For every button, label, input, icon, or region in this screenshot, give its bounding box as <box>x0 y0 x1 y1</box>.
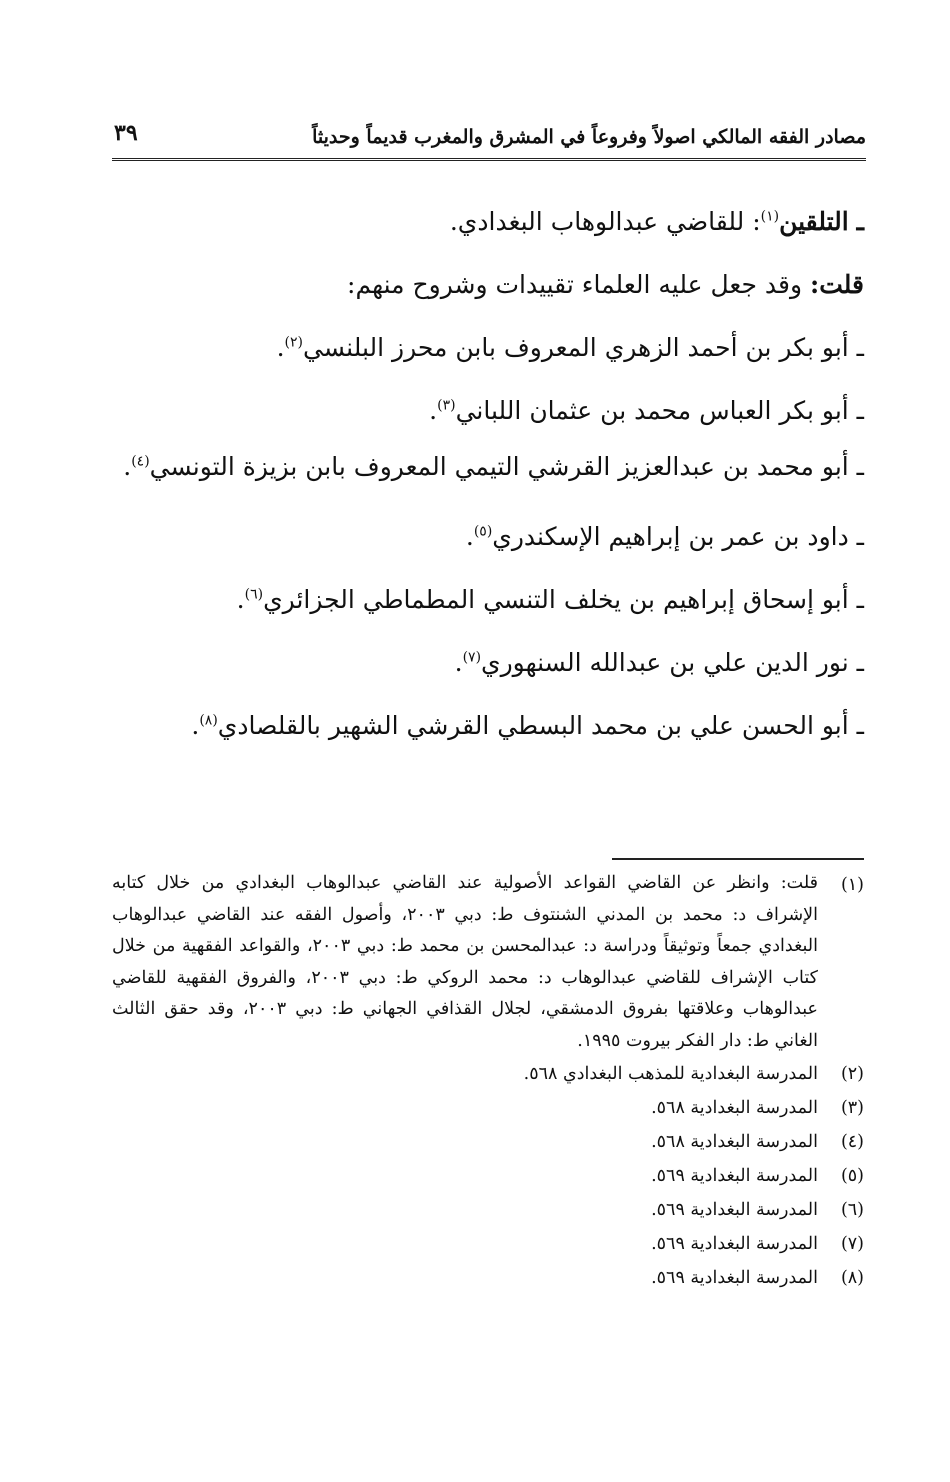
list-item-end: . <box>123 452 132 481</box>
footnote-number: (٦) <box>840 1200 864 1220</box>
footnote-ref: (٣) <box>437 397 456 414</box>
list-item <box>112 442 864 492</box>
list-item-text: ـ أبو الحسن علي بن محمد البسطي القرشي الشهير بالقلصادي <box>217 711 864 740</box>
bullet-dash: ـ <box>856 207 864 236</box>
footnote-ref: (٤) <box>131 453 150 470</box>
list-item <box>112 568 864 631</box>
footnote-number: (٥) <box>840 1166 864 1186</box>
running-header <box>112 118 866 161</box>
footnote-text: المدرسة البغدادية ٥٦٩. <box>651 1234 818 1254</box>
footnote-number: (٣) <box>840 1098 864 1118</box>
footnote-number: (٢) <box>840 1064 864 1084</box>
list-item-text: ـ أبو محمد بن عبدالعزيز القرشي التيمي المعروف بابن بزيزة التونسي <box>149 452 864 481</box>
footnote <box>112 1057 864 1091</box>
paragraph-text: : للقاضي عبدالوهاب البغدادي. <box>449 207 761 236</box>
footnote-ref: (١) <box>760 208 780 225</box>
footnote <box>112 1261 864 1295</box>
footnote-ref: (٦) <box>244 586 264 603</box>
book-title: التلقين <box>779 207 849 236</box>
list-item <box>112 631 864 694</box>
footnote-number: (٨) <box>840 1268 864 1288</box>
footnote-text: المدرسة البغدادية ٥٦٩. <box>651 1268 818 1288</box>
qultu-label: قلت: <box>809 270 864 299</box>
footnote-text: المدرسة البغدادية ٥٦٨. <box>651 1098 818 1118</box>
footnote <box>112 868 864 1057</box>
footnotes <box>112 868 864 1295</box>
header-title: مصادر الفقه المالكي اصولاً وفروعاً في المشرق والمغرب قديماً وحديثاً <box>312 126 866 148</box>
footnote-ref: (٧) <box>462 649 482 666</box>
main-text <box>112 190 864 757</box>
list-item <box>112 316 864 379</box>
footnote-separator <box>612 858 864 860</box>
footnote-text: قلت: وانظر عن القاضي القواعد الأصولية عند القاضي عبدالوهاب البغدادي من خلال كتابه الإشراف د: محمد بن المدني الشنتوف ط: دبي ٢٠٠٣، وأصول الفقه عند القاضي عبدالوهاب البغدادي جمعاً وتوثيقاً ودراسة د: عبدالمحسن بن محمد ط: دبي ٢٠٠٣، والقواعد الفقهية من خلال كتاب الإشراف للقاضي عبدالوهاب د: محمد الروكي ط: دبي ٢٠٠٣، والفروق الفقهية للقاضي عبدالوهاب وعلاقتها بفروق الدمشقي، لجلال القذافي الجهاني ط: دبي ٢٠٠٣، وقد حقق الثالث الغاني ط: دار الفكر بيروت ١٩٩٥. <box>112 873 818 1051</box>
page-number: ٣٩ <box>114 120 138 146</box>
paragraph-commentaries <box>112 253 864 316</box>
footnote-number: (١) <box>840 875 864 895</box>
list-item-text: ـ نور الدين علي بن عبدالله السنهوري <box>481 648 864 677</box>
footnote <box>112 1159 864 1193</box>
footnote-number: (٤) <box>840 1132 864 1152</box>
footnote-number: (٧) <box>840 1234 864 1254</box>
list-item <box>112 379 864 442</box>
list-item-end: . <box>465 522 474 551</box>
footnote-text: المدرسة البغدادية للمذهب البغدادي ٥٦٨. <box>523 1064 818 1084</box>
list-item <box>112 694 864 757</box>
list-item-text: ـ أبو بكر بن أحمد الزهري المعروف بابن محرز البلنسي <box>303 333 864 362</box>
footnote-text: المدرسة البغدادية ٥٦٨. <box>651 1132 818 1152</box>
list-item-text: ـ أبو بكر العباس محمد بن عثمان اللباني <box>455 396 864 425</box>
footnote-ref: (٥) <box>473 523 493 540</box>
list-item-end: . <box>276 333 285 362</box>
footnote-ref: (٢) <box>284 334 304 351</box>
footnote-text: المدرسة البغدادية ٥٦٩. <box>651 1166 818 1186</box>
footnote <box>112 1091 864 1125</box>
list-item-text: ـ داود بن عمر بن إبراهيم الإسكندري <box>492 522 864 551</box>
list-item-end: . <box>191 711 200 740</box>
footnote <box>112 1125 864 1159</box>
footnote <box>112 1193 864 1227</box>
list-item <box>112 505 864 568</box>
paragraph-talqin <box>112 190 864 253</box>
footnote-ref: (٨) <box>199 712 218 729</box>
list-item-end: . <box>454 648 463 677</box>
footnote <box>112 1227 864 1261</box>
list-item-end: . <box>429 396 438 425</box>
list-item-end: . <box>236 585 245 614</box>
footnote-text: المدرسة البغدادية ٥٦٩. <box>651 1200 818 1220</box>
paragraph-text: وقد جعل عليه العلماء تقييدات وشروح منهم: <box>347 270 810 299</box>
list-item-text: ـ أبو إسحاق إبراهيم بن يخلف التنسي المطماطي الجزائري <box>263 585 864 614</box>
